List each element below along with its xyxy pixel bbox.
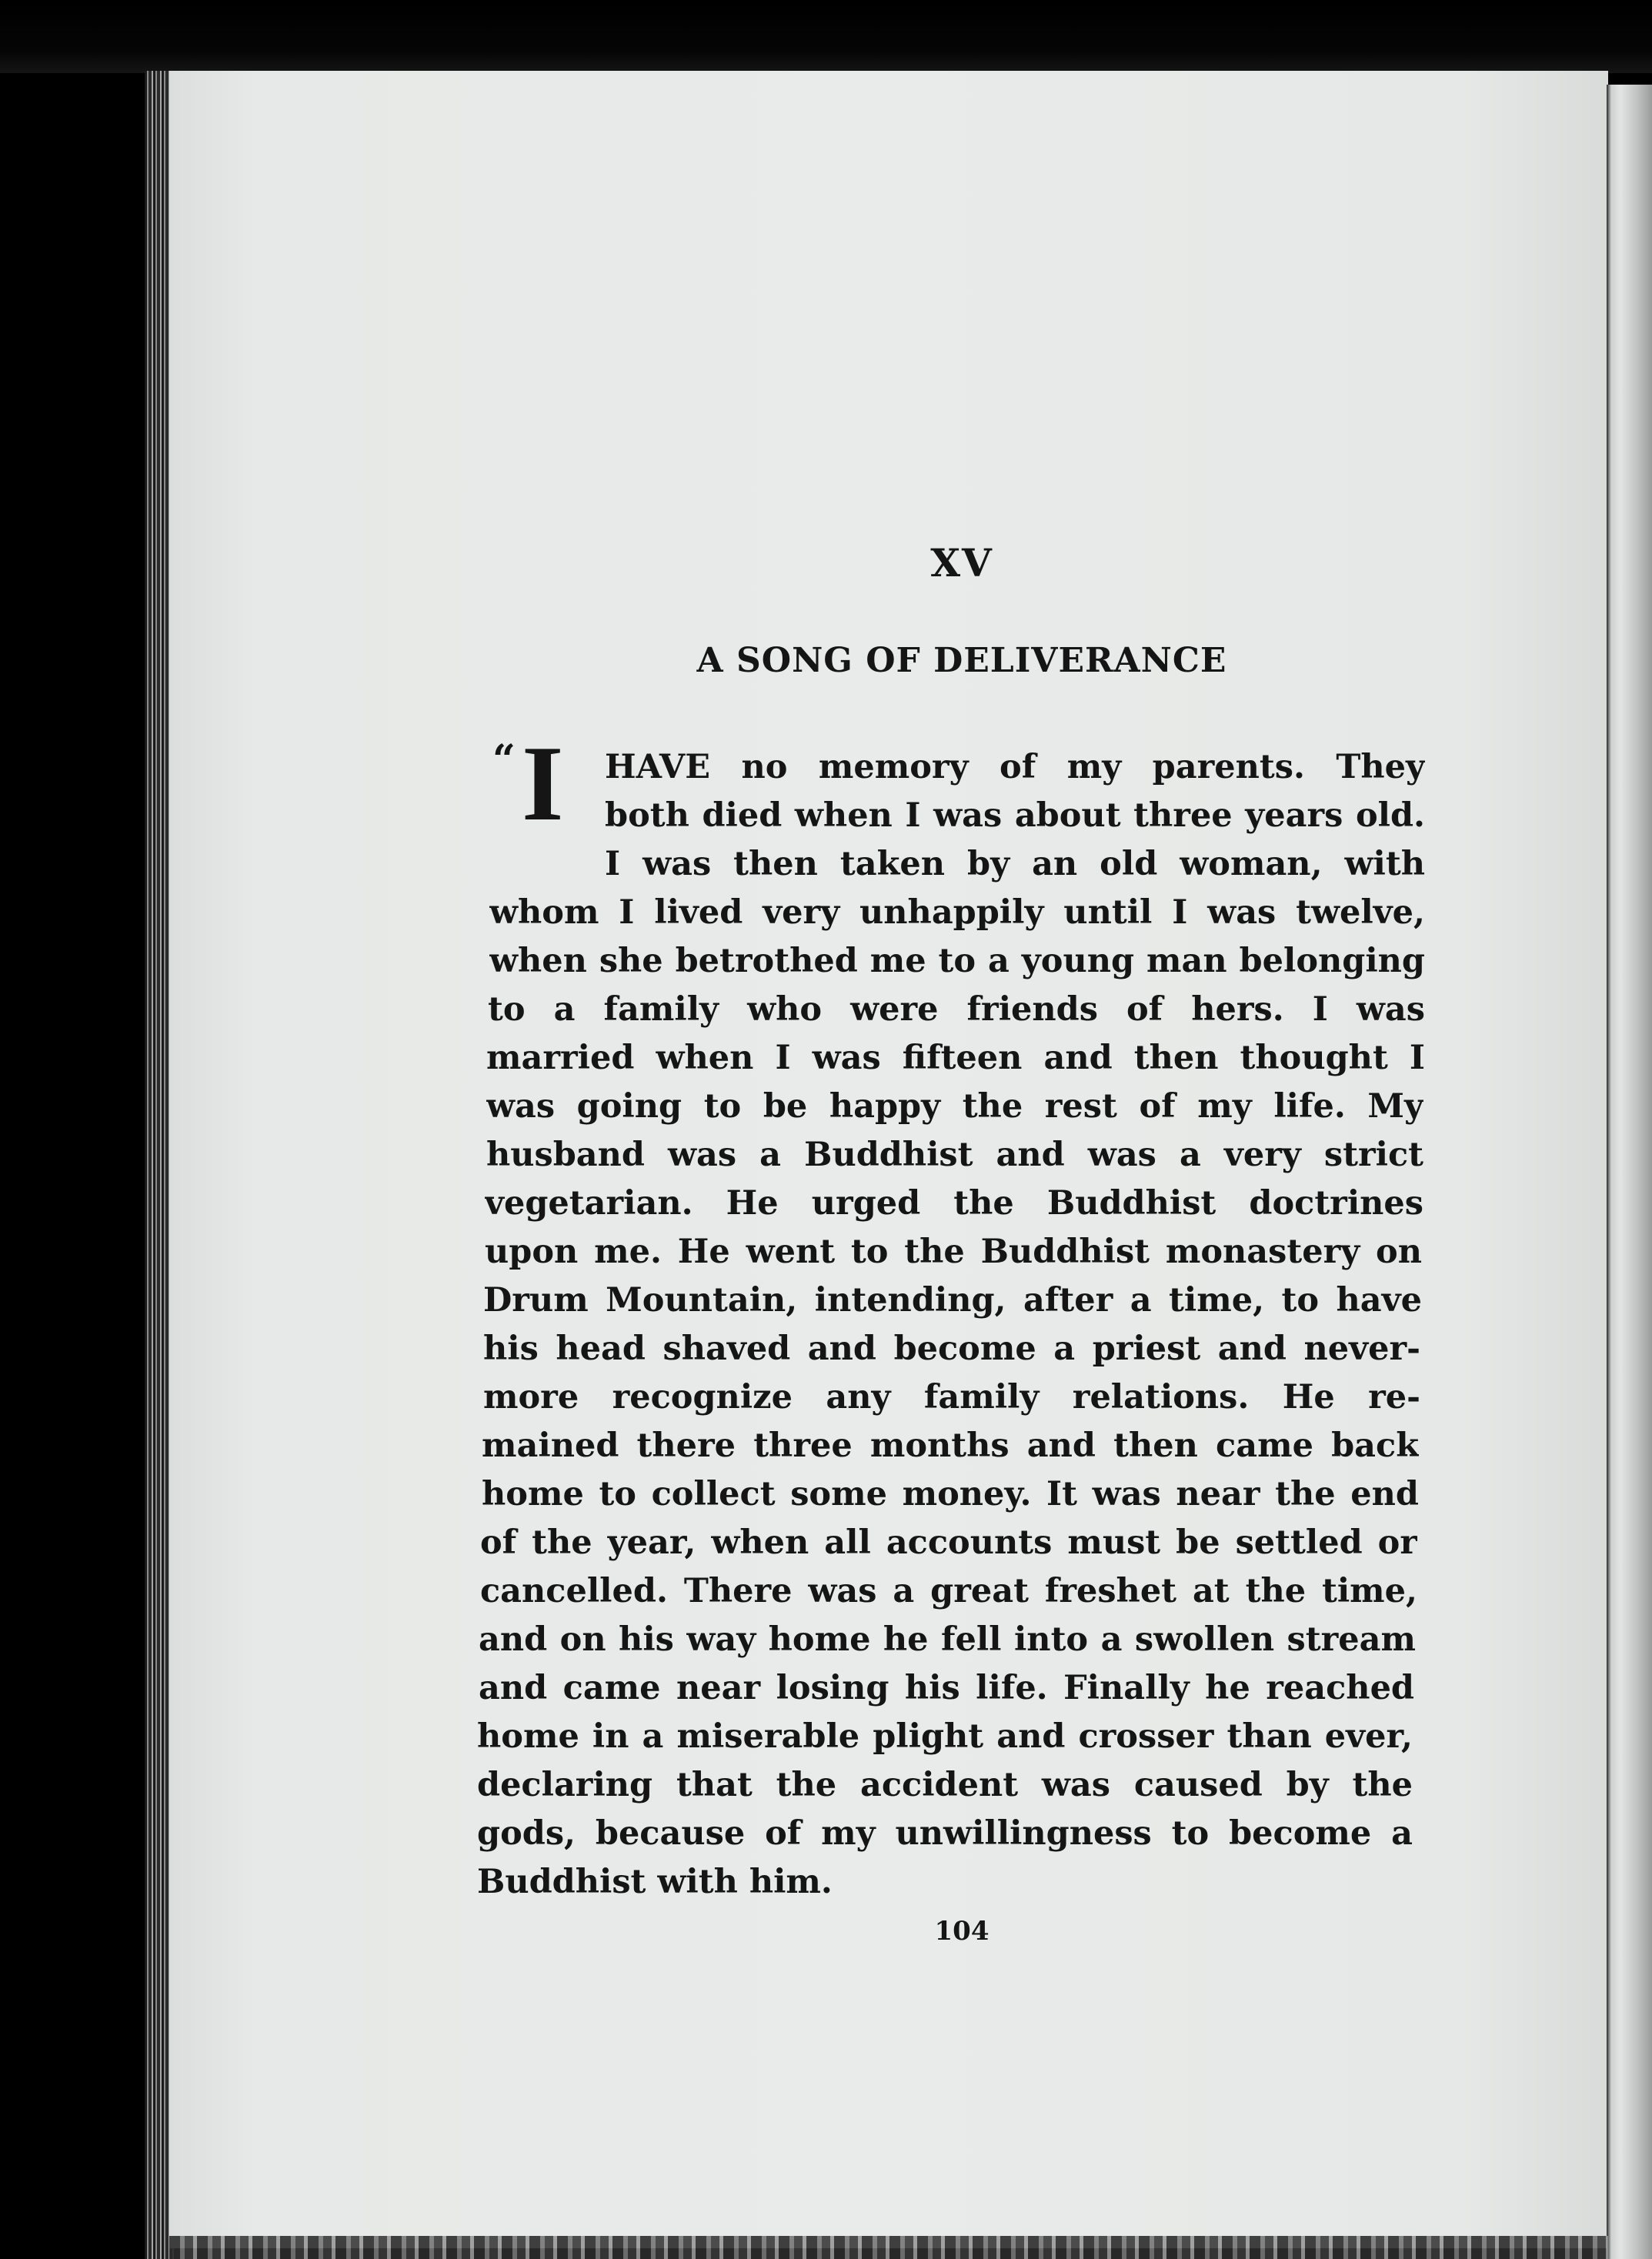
body-line-13: his head shaved and become a priest and never- — [483, 1330, 1420, 1368]
drop-cap-letter: I — [522, 724, 564, 843]
body-line-22: declaring that the accident was caused by the — [477, 1766, 1413, 1804]
body-line-10: vegetarian. He urged the Buddhist doctrines — [485, 1184, 1423, 1223]
body-line-21: home in a miserable plight and crosser than ever, — [477, 1717, 1413, 1756]
body-line-12: Drum Mountain, intending, after a time, to have — [483, 1281, 1422, 1320]
opening-quote-mark: “ — [492, 736, 516, 783]
body-line-8: was going to be happy the rest of my life. My — [486, 1087, 1423, 1126]
body-line-16: home to collect some money. It was near the end — [482, 1475, 1419, 1513]
page-right-edge — [1607, 85, 1652, 2259]
body-line-24: Buddhist with him. — [477, 1863, 833, 1901]
body-line-11: upon me. He went to the Buddhist monastery on — [485, 1233, 1422, 1271]
body-line-7: married when I was fifteen and then thought I — [486, 1039, 1425, 1077]
body-line-20: and came near losing his life. Finally he reached — [479, 1669, 1414, 1707]
body-line-23: gods, because of my unwillingness to become a — [477, 1814, 1413, 1853]
page-bottom-edge — [169, 2236, 1608, 2259]
chapter-number: XV — [930, 540, 993, 586]
body-line-18: cancelled. There was a great freshet at the time, — [480, 1572, 1417, 1610]
body-line-1: HAVE no memory of my parents. They — [605, 748, 1425, 786]
body-line-6: to a family who were friends of hers. I was — [488, 990, 1425, 1029]
body-line-5: when she betrothed me to a young man belonging — [489, 942, 1425, 980]
body-line-3: I was then taken by an old woman, with — [605, 845, 1425, 883]
scan-top-shadow — [0, 0, 1652, 73]
body-line-17: of the year, when all accounts must be settled or — [480, 1523, 1417, 1562]
body-line-2: both died when I was about three years old. — [605, 796, 1425, 835]
body-line-4: whom I lived very unhappily until I was twelve, — [489, 893, 1425, 932]
chapter-title: A SONG OF DELIVERANCE — [696, 641, 1227, 680]
body-line-9: husband was a Buddhist and was a very strict — [486, 1136, 1423, 1174]
body-line-14: more recognize any family relations. He re- — [483, 1378, 1420, 1416]
page-number: 104 — [934, 1916, 990, 1947]
body-line-15: mained there three months and then came back — [482, 1426, 1419, 1465]
body-line-19: and on his way home he fell into a swollen stream — [479, 1620, 1416, 1659]
